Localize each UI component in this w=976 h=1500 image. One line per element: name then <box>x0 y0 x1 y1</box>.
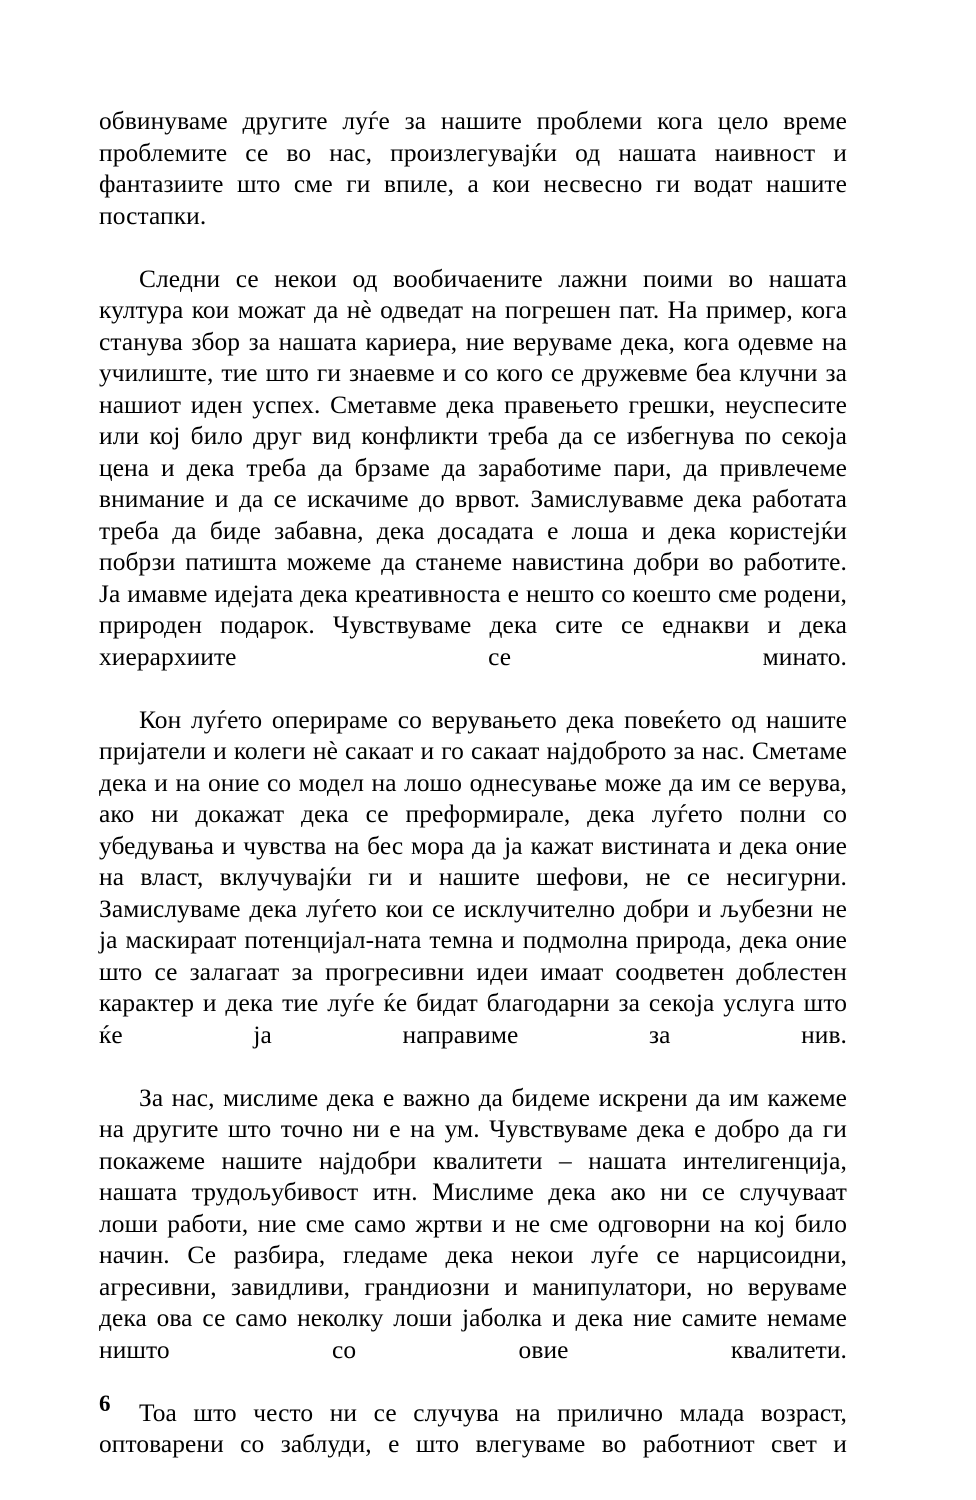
paragraph-about-us: За нас, мислиме дека е важно да бидеме искрени да им кажеме на другите што точно ни е на ум. Чувствуваме дека е добро да ги покажеме нашите најдобри квалитети – нашата интелигенција, нашата трудољубивост итн. Мислиме дека ако ни се случуваат лоши работи, ние сме само жртви и не сме одговорни на кој било начин. Се разбира, гледаме дека некои луѓе се нарцисоидни, агресивни, завидливи, грандиозни и манипулатори, но веруваме дека ова се само неколку лоши јаболка и дека ние самите немаме ништо со овие квалитети. <box>99 1083 847 1364</box>
paragraph-young-age: Тоа што често ни се случува на прилично млада возраст, оптоварени со заблуди, е што влегуваме во работниот свет и <box>99 1398 847 1458</box>
paragraph-false-notions: Следни се некои од вообичаените лажни поими во нашата култура кои можат да нè одведат на погрешен пат. На пример, кога станува збор за нашата кариера, ние веруваме дека, кога одевме на училиште, тие што ги знаевме и со кого се дружевме беа клучни за нашиот иден успех. Сметавме дека правењето грешки, неуспесите или кој било друг вид конфликти треба да се избегнува по секоја цена и дека треба да брзаме да заработиме пари, да привлечеме внимание и да се искачиме до врвот. Замислувавме дека работата треба да биде забавна, дека досадата е лоша и дека користејќи побрзи патишта можеме да станеме навистина добри во работите. Ја имавме идејата дека креативноста е нешто со коешто сме родени, природен подарок. Чувствуваме дека сите се еднакви и дека хиерархиите се минато. <box>99 264 847 671</box>
page-number: 6 <box>99 1391 111 1416</box>
paragraph-continued: обвинуваме другите луѓе за нашите проблеми кога цело време проблемите се во нас, произлегувајќи од нашата наивност и фантазиите што сме ги впиле, а кои несвесно ги водат нашите постапки. <box>99 107 847 230</box>
body-text-column <box>99 106 847 1492</box>
paragraph-people: Кон луѓето оперираме со верувањето дека повеќето од нашите пријатели и колеги нè сакаат и го сакаат најдоброто за нас. Сметаме дека и на оние со модел на лошо однесување може да им се верува, ако ни докажат дека се преформирале, дека луѓето полни со убедувања и чувства на бес мора да ја кажат вистината и дека оние на власт, вклучувајќи ги и нашите шефови, не се несигурни. Замислуваме дека луѓето кои се исклучително добри и љубезни не ја маскираат потенцијал-ната темна и подмолна природа, дека оние што се залагаат за прогресивни идеи имаат соодветен доблестен карактер и дека тие луѓе ќе бидат благодарни за секоја услуга што ќе ја направиме за нив. <box>99 705 847 1049</box>
